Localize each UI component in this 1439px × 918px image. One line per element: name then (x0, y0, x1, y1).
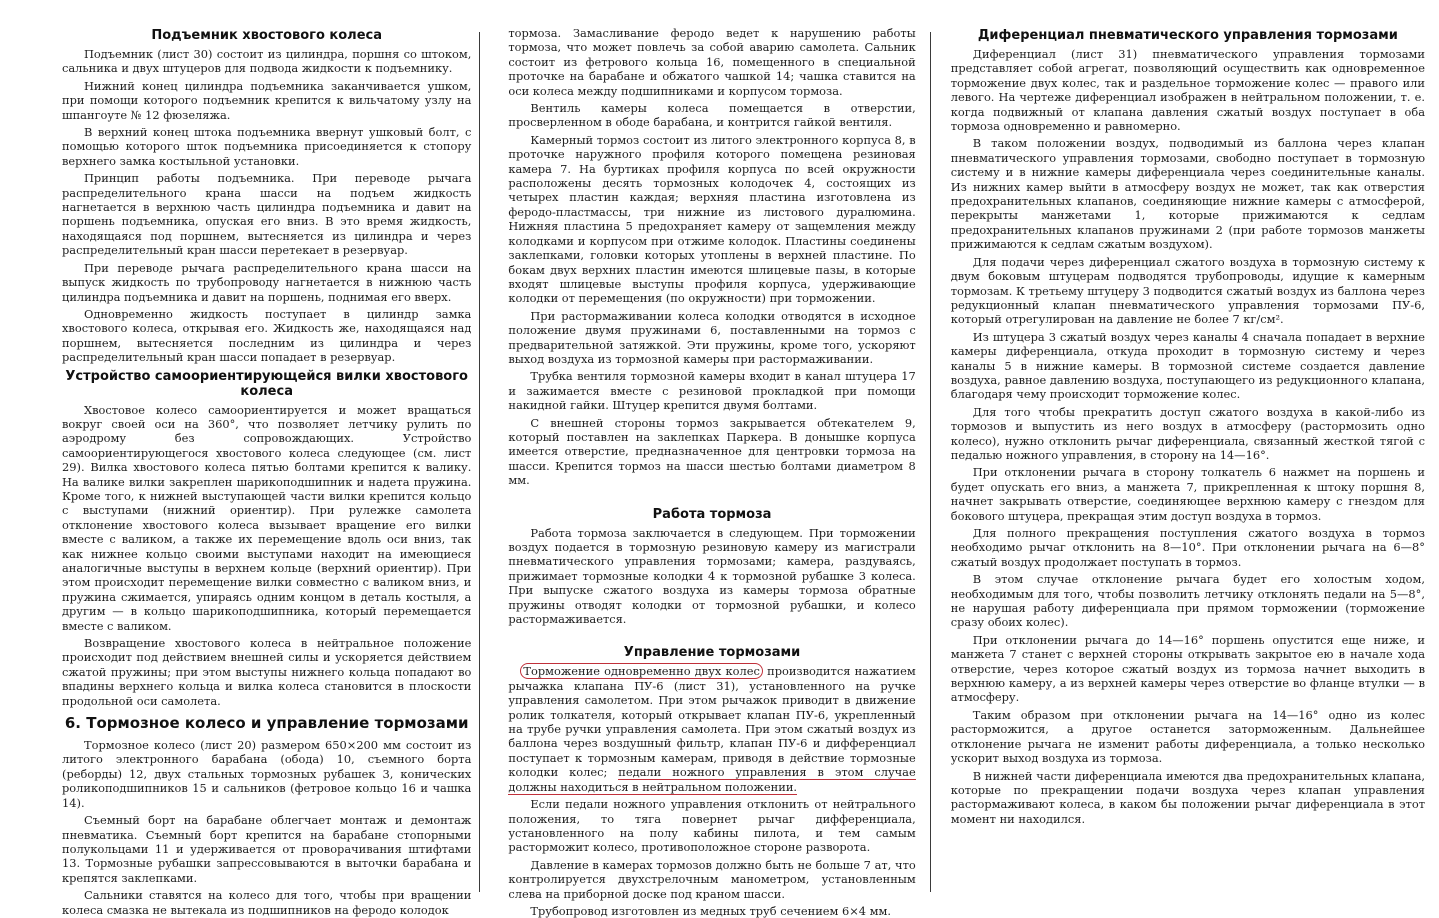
paragraph: Камерный тормоз состоит из литого электронного корпуса 8, в проточке наружного профиля которого помещена резиновая камера 7. На буртиках профиля корпуса по всей окружности расположены десять тормозных колодочек 4, состоящих из четырех пластин каждая; верхняя пластина изготовлена из феродо-пластмассы, три нижние из листового дуралюмина. Нижняя пластина 5 предохраняет камеру от защемления между колодками и корпусом при отжиме колодок. Пластины соединены заклепками, головки которых утоплены в верхней пластине. По бокам двух верхних пластин имеются шлицевые пазы, в которые входят шлицевые выступы профиля корпуса, удерживающие колодки от перемещения (по окружности) при торможении. (508, 132, 916, 306)
paragraph: Подъемник (лист 30) состоит из цилиндра, поршня со штоком, сальника и двух штуцеров для подвода жидкости к подъемнику. (62, 47, 472, 76)
paragraph: Если педали ножного управления отклонить от нейтрального положения, то тяга повернет рычаг дифференциала, установленного на полу кабины пилота, и тем самым расторможит колесо, противоположное стороне разворота. (508, 797, 916, 855)
heading-brake-control: Управление тормозами (623, 645, 801, 661)
paragraph: Трубопровод изготовлен из медных труб сечением 6×4 мм. (530, 903, 892, 918)
paragraph: В этом случае отклонение рычага будет его холостым ходом, необходимым для того, чтобы позволить летчику отклонять педали на 5—8°, не нарушая работу диференциала при прямом торможении (торможение сразу обоих колес). (950, 572, 1425, 630)
column-middle (480, 12, 929, 918)
red-annotation-underline: педали ножного управления в этом случае должны находиться в нейтральном положении. (508, 765, 916, 794)
paragraph: Для полного прекращения поступления сжатого воздуха в тормоз необходимо рычаг отклонить на 8—10°. При отклонении рычага на 6—8° сжатый воздух продолжает поступать в тормоз. (950, 526, 1425, 569)
heading-brake-wheel: 6. Тормозное колесо и управление тормозами (64, 714, 469, 733)
paragraph: Одновременно жидкость поступает в цилиндр замка хвостового колеса, открывая его. Жидкость же, находящаяся над поршнем, вытесняется последним из цилиндра и через распределительный кран шасси попадает в резервуар. (62, 306, 472, 365)
paragraph: С внешней стороны тормоз закрывается обтекателем 9, который поставлен на заклепках Паркера. В донышке корпуса имеется отверстие, предназначенное для центровки тормоза на шасси. Крепится тормоз на шасси шестью болтами диаметром 8 мм. (508, 415, 916, 488)
paragraph: Сальники ставятся на колесо для того, чтобы при вращении колеса смазка не вытекала из подшипников на феродо колодок (62, 888, 472, 917)
paragraph: Принцип работы подъемника. При переводе рычага распределительного крана шасси на подъем жидкость нагнетается в верхнюю часть цилиндра подъемника и давит на поршень подъемника, опуская его вниз. В это время жидкость, находящаяся под поршнем, вытесняется из цилиндра и через распределительный кран шасси перетекает в резервуар. (62, 171, 472, 258)
paragraph-brake-control (508, 664, 915, 794)
paragraph: Трубка вентиля тормозной камеры входит в канал штуцера 17 и зажимается вместе с резиновой прокладкой при помощи накидной гайки. Штуцер крепится двумя болтами. (508, 369, 916, 413)
paragraph: тормоза. Замасливание феродо ведет к нарушению работы тормоза, что может повлечь за собой аварию самолета. Сальник состоит из фетрового кольца 16, помещенного в специальной проточке на барабане и обжатого чашкой 14; чашка ставится на оси колеса между подшипниками и корпусом тормоза. (508, 26, 916, 98)
paragraph: В нижней части диференциала имеются два предохранительных клапана, которые по прекращении подачи воздуха через клапан управления растормаживают колеса, в каком бы положении рычаг диференциала в этот момент ни находился. (950, 768, 1425, 826)
column-left (10, 12, 479, 917)
paragraph: Хвостовое колесо самоориентируется и может вращаться вокруг своей оси на 360°, что позволяет летчику рулить по аэродрому без сопровождающих. Устройство самоориентирующегося хвостового колеса следующее (см. лист 29). Вилка хвостового колеса пятью болтами крепится к валику. На валике вилки закреплен шарикоподшипник и надета пружина. Кроме того, к нижней выступающей части вилки крепится кольцо с выступами (нижний ориентир). При рулежке самолета отклонение хвостового колеса вызывает вращение его вилки вместе с валиком, а также их перемещение вдоль оси вниз, так как нижнее кольцо своими выступами находит на имеющиеся аналогичные выступы в верхнем кольце (верхний ориентир). При этом происходит перемещение вилки совместно с валиком вниз, и пружина сжимается, упираясь одним концом в деталь костыля, а другим — в кольцо шарикоподшипника, который перемещается вместе с валиком. (62, 402, 472, 633)
paragraph-text: производится нажатием рычажка клапана ПУ-6 (лист 31), установленного на ручке управления самолетом. При этом рычажок приводит в движение ролик толкателя, который открывает клапан ПУ-6, укрепленный на трубе ручки управления самолета. При этом сжатый воздух из баллона через воздушный фильтр, клапан ПУ-6 и дифференциал поступает к тормозным камерам, приводя в действие тормозные колодки колес; (508, 664, 916, 780)
paragraph: Для того чтобы прекратить доступ сжатого воздуха в какой-либо из тормозов и выпустить из него воздух в атмосферу (растормозить одно колесо), нужно отклонить рычаг диференциала, связанный жесткой тягой с педалью ножного управления, в сторону на 14—16°. (950, 404, 1425, 462)
paragraph: Работа тормоза заключается в следующем. При торможении воздух подается в тормозную резиновую камеру из магистрали пневматического управления тормозами; камера, раздуваясь, прижимает тормозные колодки 4 к тормозной рубашке 3 колеса. При выпуске сжатого воздуха из камеры тормоза обратные пружины отводят колодки от тормозной рубашки, и колесо растормаживается. (508, 525, 916, 627)
paragraph: Диференциал (лист 31) пневматического управления тормозами представляет собой агрегат, позволяющий осуществить как одновременное торможение двух колес, так и раздельное торможение колес — правого или левого. На чертеже диференциал изображен в нейтральном положении, т. е. когда подвижный от клапана давления сжатый воздух поступает в оба тормоза одновременно и равномерно. (950, 47, 1425, 134)
paragraph: При отклонении рычага до 14—16° поршень опустится еще ниже, и манжета 7 станет с верхней стороны открывать закрытое ею в начале хода отверстие, через которое сжатый воздух из тормоза начнет выходить в верхнюю камеру, а из верхней камеры через отверстие во фланце втулки — в атмосферу. (950, 632, 1425, 705)
column-right (931, 12, 1425, 896)
paragraph: Возвращение хвостового колеса в нейтральное положение происходит под действием внешней силы и ускоряется действием сжатой пружины; при этом выступы нижнего кольца попадают во впадины верхнего кольца и вилка колеса становится в плоскости продольной оси самолета. (62, 636, 472, 708)
heading-fork: Устройство самоориентирующейся вилки хвостового колеса (65, 368, 468, 399)
red-annotation-circle: Торможение одновременно двух колес (520, 663, 763, 679)
paragraph: Для подачи через диференциал сжатого воздуха в тормозную систему к двум боковым штуцерам подводятся трубопроводы, идущие к камерным тормозам. К третьему штуцеру 3 подводится сжатый воздух из баллона через редукционный клапан пневматического управления тормозами ПУ-6, который отрегулирован на давление не более 7 кг/см². (950, 254, 1425, 327)
paragraph: Давление в камерах тормозов должно быть не больше 7 ат, что контролируется двухстрелочным манометром, установленным слева на приборной доске под краном шасси. (508, 857, 916, 901)
paragraph: При переводе рычага распределительного крана шасси на выпуск жидкость по трубопроводу нагнетается в нижнюю часть цилиндра подъемника и давит на поршень, поднимая его вверх. (62, 260, 472, 304)
paragraph: Нижний конец цилиндра подъемника заканчивается ушком, при помощи которого подъемник крепится к вильчатому узлу на шпангоуте № 12 фюзеляжа. (62, 78, 472, 122)
paragraph: В таком положении воздух, подводимый из баллона через клапан пневматического управления тормозами, свободно поступает в тормозную систему и в нижние камеры диференциала через соединительные каналы. Из нижних камер выйти в атмосферу воздух не может, так как отверстия предохранительных клапанов, соединяющие нижние камеры с атмосферой, перекрыты манжетами 1, которые прижимаются к седлам предохранительных клапанов пружинами 2 (при работе тормозов манжеты прижимаются к седлам сжатым воздухом). (950, 136, 1425, 252)
paragraph: Из штуцера 3 сжатый воздух через каналы 4 сначала попадает в верхние камеры диференциала, откуда проходит в тормозную систему и через каналы 5 в нижние камеры. В тормозной системе создается давление воздуха, равное давлению воздуха, поступающего из редукционного клапана, благодаря чему происходит торможение колес. (950, 329, 1425, 402)
paragraph: При растормаживании колеса колодки отводятся в исходное положение двумя пружинами 6, поставленными на тормоз с предварительной затяжкой. Эти пружины, кроме того, ускоряют выход воздуха из тормозной камеры при растормаживании. (508, 308, 916, 366)
paragraph: Съемный борт на барабане облегчает монтаж и демонтаж пневматика. Съемный борт крепится на барабане стопорными полукольцами 11 и удерживается от проворачивания штифтами 13. Тормозные рубашки запрессовываются в выточки барабана и крепятся заклепками. (62, 813, 472, 885)
paragraph: Вентиль камеры колеса помещается в отверстии, просверленном в ободе барабана, и контрится гайкой вентиля. (508, 101, 916, 130)
paragraph: В верхний конец штока подъемника ввернут ушковый болт, с помощью которого шток подъемника присоединяется к стопору верхнего замка костыльной установки. (62, 125, 472, 168)
paragraph: Тормозное колесо (лист 20) размером 650×200 мм состоит из литого электронного барабана (обода) 10, съемного борта (реборды) 12, двух стальных тормозных рубашек 3, конических роликоподшипников 15 и сальников (фетровое кольцо 16 и чашка 14). (62, 738, 472, 810)
heading-brake-work: Работа тормоза (652, 506, 772, 522)
heading-tail-lift: Подъемник хвостового колеса (151, 28, 382, 43)
heading-differential: Диференциал пневматического управления тормозами (977, 28, 1398, 43)
paragraph: При отклонении рычага в сторону толкатель 6 нажмет на поршень и будет опускать его вниз, а манжета 7, прикрепленная к штоку поршня 8, начнет закрывать отверстие, соединяющее верхнюю камеру с гнездом для бокового штуцера, прекращая этим доступ воздуха в тормоз. (950, 465, 1425, 523)
paragraph: Таким образом при отклонении рычага на 14—16° одно из колес расторможится, а другое останется заторможенным. Дальнейшее отклонение рычага не изменит работы диференциала, а только несколько ускорит выход воздуха из тормоза. (950, 707, 1425, 766)
